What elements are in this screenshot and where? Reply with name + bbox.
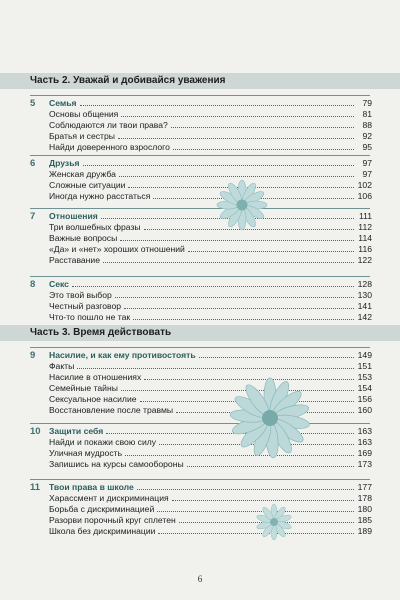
entry-title: Честный разговор [49, 301, 122, 311]
entry-page: 180 [357, 504, 372, 514]
dot-leader [124, 301, 354, 309]
dot-leader [133, 312, 354, 320]
entry-page: 88 [362, 120, 372, 130]
toc-entry[interactable] [49, 120, 372, 131]
entry-title: Восстановление после травмы [49, 405, 174, 415]
chapter-rule [30, 423, 370, 424]
toc-entry[interactable] [49, 233, 372, 244]
chapter-rule [30, 155, 370, 156]
entry-page: 106 [357, 191, 372, 201]
toc-entry[interactable] [49, 211, 372, 222]
dot-leader [199, 350, 354, 358]
chapter-number: 9 [30, 350, 36, 361]
chapter-rule [30, 276, 370, 277]
entry-page: 92 [362, 131, 372, 141]
toc-entry[interactable] [49, 169, 372, 180]
dot-leader [171, 120, 354, 128]
entry-title: Найди доверенного взрослого [49, 142, 170, 152]
entry-page: 111 [358, 211, 372, 221]
toc-entry[interactable] [49, 372, 372, 383]
part-3-title: Часть 3. Время действовать [30, 327, 172, 338]
entry-page: 95 [362, 142, 372, 152]
toc-entry[interactable] [49, 515, 372, 526]
entry-title: Иногда нужно расстаться [49, 191, 151, 201]
entry-page: 122 [357, 255, 372, 265]
toc-entry[interactable] [49, 244, 372, 255]
toc-entry[interactable] [49, 255, 372, 266]
entry-title: Друзья [49, 158, 80, 168]
entry-page: 142 [357, 312, 372, 322]
dot-leader [72, 279, 354, 287]
flower-icon [255, 503, 293, 541]
toc-entry[interactable] [49, 437, 372, 448]
entry-page: 156 [357, 394, 372, 404]
toc-entry[interactable] [49, 493, 372, 504]
toc-entry[interactable] [49, 180, 372, 191]
toc-entry[interactable] [49, 109, 372, 120]
chapter-number: 6 [30, 158, 36, 169]
dot-leader [173, 142, 354, 150]
entry-title: Уличная мудрость [49, 448, 123, 458]
toc-entry[interactable] [49, 191, 372, 202]
dot-leader [187, 459, 354, 467]
entry-page: 153 [357, 372, 372, 382]
entry-title: Разорви порочный круг сплетен [49, 515, 176, 525]
entry-page: 97 [362, 169, 372, 179]
entry-page: 169 [357, 448, 372, 458]
flower-icon [228, 376, 312, 460]
entry-title: Факты [49, 361, 75, 371]
chapter-rule [30, 208, 370, 209]
entry-page: 79 [362, 98, 372, 108]
toc-entry[interactable] [49, 142, 372, 153]
entry-page: 97 [362, 158, 372, 168]
entry-title: Важные вопросы [49, 233, 118, 243]
chapter-number: 10 [30, 426, 41, 437]
toc-entry[interactable] [49, 526, 372, 537]
entry-title: Соблюдаются ли твои права? [49, 120, 168, 130]
entry-title: Защити себя [49, 426, 104, 436]
entry-title: Отношения [49, 211, 98, 221]
entry-title: Твои права в школе [49, 482, 134, 492]
entry-page: 178 [357, 493, 372, 503]
dot-leader [120, 233, 354, 241]
toc-entry[interactable] [49, 459, 372, 470]
toc-entry[interactable] [49, 482, 372, 493]
entry-title: Семейные тайны [49, 383, 118, 393]
entry-title: Найди и покажи свою силу [49, 437, 157, 447]
entry-page: 141 [357, 301, 372, 311]
chapter-number: 8 [30, 279, 36, 290]
entry-page: 112 [358, 222, 372, 232]
entry-page: 102 [357, 180, 372, 190]
dot-leader [137, 482, 354, 490]
toc-entry[interactable] [49, 394, 372, 405]
entry-title: Это твой выбор [49, 290, 112, 300]
toc-entry[interactable] [49, 301, 372, 312]
entry-title: Харассмент и дискриминация [49, 493, 169, 503]
entry-title: Три волшебных фразы [49, 222, 141, 232]
chapter-rule [30, 95, 370, 96]
chapter-rule [30, 347, 370, 348]
dot-leader [172, 493, 354, 501]
toc-entry[interactable] [49, 448, 372, 459]
dot-leader [115, 290, 354, 298]
entry-title: «Да» и «нет» хороших отношений [49, 244, 185, 254]
toc-entry[interactable] [49, 383, 372, 394]
entry-title: Братья и сестры [49, 131, 115, 141]
entry-page: 130 [357, 290, 372, 300]
entry-page: 154 [357, 383, 372, 393]
part-2-title: Часть 2. Уважай и добивайся уважения [30, 75, 226, 86]
entry-page: 128 [357, 279, 372, 289]
entry-page: 160 [357, 405, 372, 415]
page-number: 6 [197, 574, 203, 584]
dot-leader [103, 255, 354, 263]
entry-title: Секс [49, 279, 69, 289]
toc-entry[interactable] [49, 131, 372, 142]
entry-page: 149 [357, 350, 372, 360]
entry-page: 189 [357, 526, 372, 536]
entry-page: 81 [362, 109, 372, 119]
dot-leader [119, 169, 354, 177]
toc-entry[interactable] [49, 158, 372, 169]
entry-title: Запишись на курсы самообороны [49, 459, 184, 469]
entry-page: 114 [358, 233, 372, 243]
toc-entry[interactable] [49, 222, 372, 233]
entry-title: Что-то пошло не так [49, 312, 131, 322]
dot-leader [77, 361, 354, 369]
entry-page: 116 [358, 244, 372, 254]
toc-entry[interactable] [49, 405, 372, 416]
entry-title: Расставание [49, 255, 101, 265]
entry-page: 173 [357, 459, 372, 469]
toc-entry[interactable] [49, 290, 372, 301]
entry-title: Насилие в отношениях [49, 372, 142, 382]
chapter-number: 7 [30, 211, 36, 222]
entry-page: 163 [357, 437, 372, 447]
entry-title: Женская дружба [49, 169, 116, 179]
entry-page: 151 [357, 361, 372, 371]
toc-entry[interactable] [49, 98, 372, 109]
dot-leader [118, 131, 354, 139]
chapter-number: 11 [30, 482, 41, 493]
entry-title: Насилие, и как ему противостоять [49, 350, 196, 360]
entry-title: Семья [49, 98, 77, 108]
entry-page: 185 [357, 515, 372, 525]
entry-title: Борьба с дискриминацией [49, 504, 155, 514]
dot-leader [80, 98, 354, 106]
dot-leader [188, 244, 354, 252]
entry-page: 163 [357, 426, 372, 436]
toc-entry[interactable] [49, 279, 372, 290]
entry-title: Сложные ситуации [49, 180, 126, 190]
toc-entry[interactable] [49, 350, 372, 361]
entry-title: Школа без дискриминации [49, 526, 156, 536]
toc-entry[interactable] [49, 312, 372, 323]
toc-entry[interactable] [49, 361, 372, 372]
chapter-rule [30, 479, 370, 480]
entry-title: Основы общения [49, 109, 119, 119]
toc-entry[interactable] [49, 504, 372, 515]
flower-icon [215, 178, 269, 232]
dot-leader [121, 109, 354, 117]
entry-page: 177 [357, 482, 372, 492]
chapter-number: 5 [30, 98, 36, 109]
dot-leader [83, 158, 355, 166]
toc-entry[interactable] [49, 426, 372, 437]
entry-title: Сексуальное насилие [49, 394, 137, 404]
